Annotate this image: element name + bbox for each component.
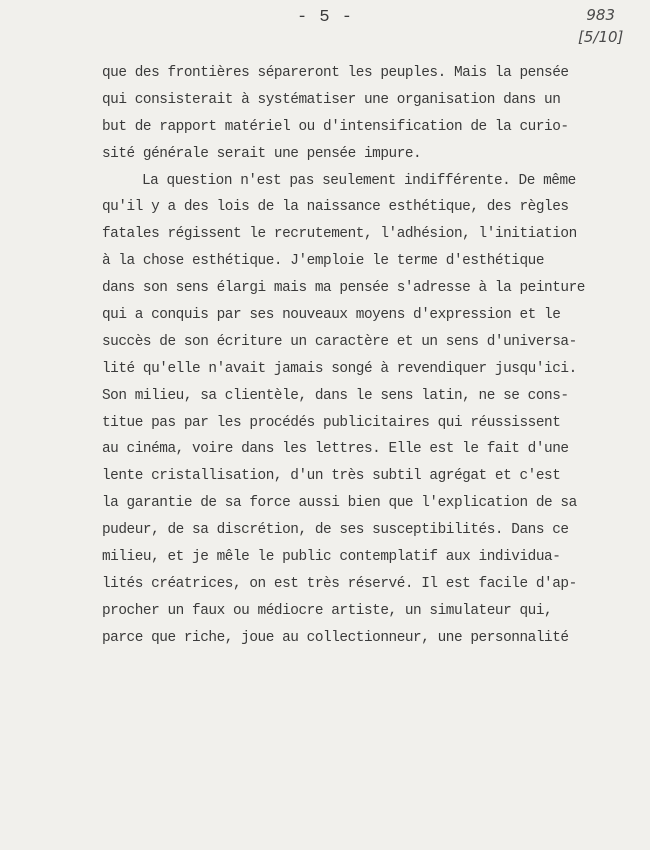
text-line: la garantie de sa force aussi bien que l'explication de sa [102, 495, 577, 512]
paragraph-start-line: La question n'est pas seulement indifférente. De même [142, 172, 576, 189]
text-line: milieu, et je mêle le public contemplatif aux individua- [102, 549, 561, 566]
text-line: titue pas par les procédés publicitaires qui réussissent [102, 414, 561, 431]
text-line: but de rapport matériel ou d'intensification de la curio- [102, 118, 569, 135]
text-line: qui a conquis par ses nouveaux moyens d'expression et le [102, 307, 561, 324]
text-line: parce que riche, joue au collectionneur, une personnalité [102, 629, 569, 646]
text-line: succès de son écriture un caractère et un sens d'universa- [102, 333, 577, 350]
text-line: lente cristallisation, d'un très subtil agrégat et c'est [102, 468, 561, 485]
archive-folio: [5/10] [578, 28, 624, 46]
text-line: qui consisterait à systématiser une organisation dans un [102, 91, 561, 108]
page-number: - 5 - [296, 8, 353, 27]
archive-number: 983 [586, 6, 616, 24]
text-line: lités créatrices, on est très réservé. Il est facile d'ap- [102, 575, 577, 592]
text-line: pudeur, de sa discrétion, de ses susceptibilités. Dans ce [102, 522, 569, 539]
text-line: à la chose esthétique. J'emploie le terme d'esthétique [102, 253, 545, 270]
text-line: procher un faux ou médiocre artiste, un simulateur qui, [102, 602, 553, 619]
text-line: fatales régissent le recrutement, l'adhésion, l'initiation [102, 226, 577, 243]
text-line: lité qu'elle n'avait jamais songé à revendiquer jusqu'ici. [102, 360, 577, 377]
text-line: que des frontières sépareront les peuples. Mais la pensée [102, 65, 569, 81]
archive-annotation [578, 4, 623, 48]
text-line: Son milieu, sa clientèle, dans le sens latin, ne se cons- [102, 387, 569, 404]
text-line: qu'il y a des lois de la naissance esthétique, des règles [102, 199, 569, 216]
typed-text-body [102, 60, 585, 652]
text-line: au cinéma, voire dans les lettres. Elle est le fait d'une [102, 441, 569, 458]
text-line: sité générale serait une pensée impure. [102, 145, 422, 162]
text-line: dans son sens élargi mais ma pensée s'adresse à la peinture [102, 280, 585, 297]
